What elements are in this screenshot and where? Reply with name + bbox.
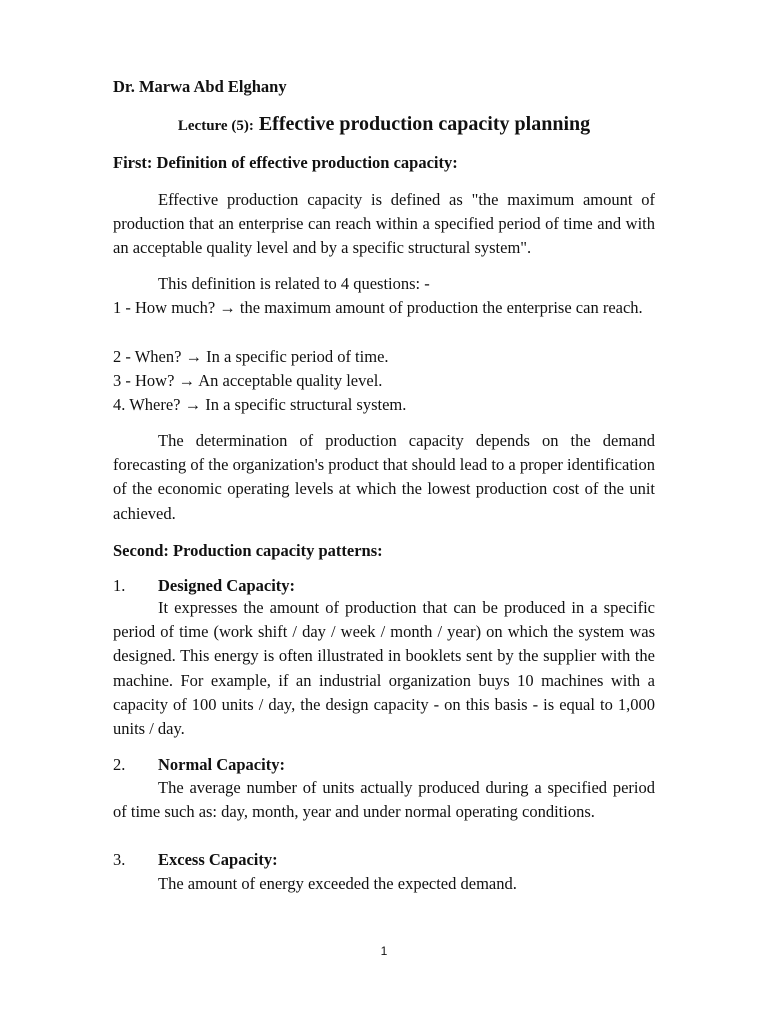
question-item: 2 - When? → In a specific period of time. bbox=[113, 347, 389, 366]
questions-intro: This definition is related to 4 questions: - bbox=[158, 274, 430, 293]
section-heading-first: First: Definition of effective production capacity: bbox=[113, 153, 458, 172]
pattern-heading bbox=[113, 755, 285, 775]
author-name: Dr. Marwa Abd Elghany bbox=[113, 77, 287, 96]
pattern-number: 3. bbox=[113, 850, 126, 869]
pattern-description: It expresses the amount of production that can be produced in a specific period of time (work shift / day / week / month / year) on which the system was designed. This energy is often illustrated in booklets sent by the supplier with the machine. For example, if an industrial organization buys 10 machines with a capacity of 100 units / day, the design capacity - on this basis - is equal to 1,000 units / day. bbox=[113, 598, 655, 739]
pattern-title: Excess Capacity: bbox=[158, 850, 278, 869]
determination-paragraph: The determination of production capacity depends on the demand forecasting of the organization's product that should lead to a proper identification of the economic operating levels at which the lowest production cost of the unit achieved. bbox=[113, 431, 655, 523]
question-item: 4. Where? → In a specific structural system. bbox=[113, 395, 407, 414]
pattern-heading bbox=[113, 576, 295, 596]
question-item: 1 - How much? → the maximum amount of production the enterprise can reach. bbox=[113, 298, 643, 317]
pattern-description: The average number of units actually produced during a specified period of time such as: day, month, year and under normal operating conditions. bbox=[113, 778, 655, 822]
pattern-title: Designed Capacity: bbox=[158, 576, 296, 595]
pattern-heading bbox=[113, 850, 278, 870]
definition-paragraph: Effective production capacity is defined as "the maximum amount of production that an enterprise can reach within a specified period of time and with an acceptable quality level and by a specific structural system". bbox=[113, 190, 655, 258]
lecture-title bbox=[113, 113, 655, 136]
lecture-label: Lecture (5): bbox=[177, 118, 254, 134]
pattern-number: 1. bbox=[113, 576, 126, 595]
section-heading-second: Second: Production capacity patterns: bbox=[113, 541, 383, 560]
question-item: 3 - How? → An acceptable quality level. bbox=[113, 371, 383, 390]
pattern-title: Normal Capacity: bbox=[158, 755, 285, 774]
page-number: 1 bbox=[380, 944, 388, 958]
pattern-description: The amount of energy exceeded the expected demand. bbox=[158, 874, 517, 893]
lecture-title-text: Effective production capacity planning bbox=[253, 113, 591, 135]
pattern-number: 2. bbox=[113, 755, 126, 774]
